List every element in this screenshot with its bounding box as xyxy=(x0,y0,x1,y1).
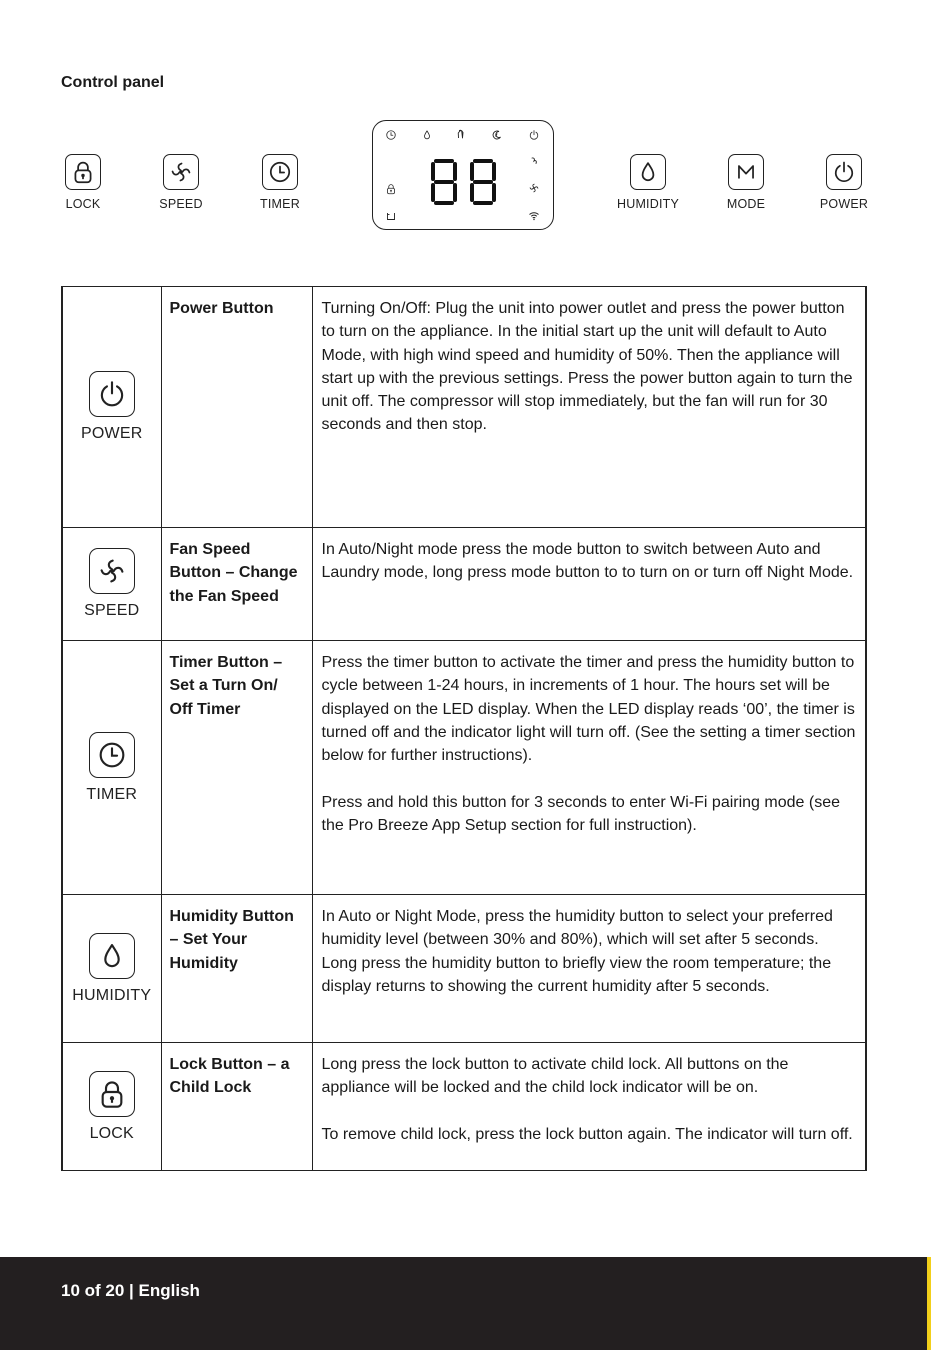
fan-high-indicator-icon xyxy=(528,182,540,194)
fan-low-indicator-icon xyxy=(528,155,540,167)
night-indicator-icon xyxy=(491,129,503,141)
row-description-paragraph: Turning On/Off: Plug the unit into power outlet and press the power button to turn on the appliance. In the initial start up the unit will default to Auto Mode, with high wind speed and humidity of 50%. Then the appliance will start up with the previous settings. Press the power button again to turn the unit off. The compressor will stop immediately, but the fan will run for 30 seconds and then stop. xyxy=(321,300,853,434)
tank-full-indicator-icon xyxy=(385,210,397,222)
control-timer-button[interactable] xyxy=(240,154,320,211)
speed-button-frame xyxy=(89,548,135,594)
row-button-name: Humidity Button – Set Your Humidity xyxy=(161,895,312,1043)
row-description-paragraph: In Auto/Night mode press the mode button to switch between Auto and Laundry mode, long press mode button to to turn on or turn off Night Mode. xyxy=(321,541,854,582)
row-description-paragraph: In Auto or Night Mode, press the humidity button to select your preferred humidity level (between 30% and 80%), which will set after 5 seconds. Long press the humidity button to briefly view the room temperature; the display returns to showing the current humidity after 5 seconds. xyxy=(321,908,833,995)
table-row-humidity xyxy=(62,895,866,1043)
mode-m-icon xyxy=(733,159,759,185)
lock-indicator-icon xyxy=(385,183,397,195)
table-row-power xyxy=(62,287,866,528)
mode-button-frame xyxy=(728,154,764,190)
row-icon-label: HUMIDITY xyxy=(72,986,152,1004)
table-row-timer xyxy=(62,641,866,895)
row-description xyxy=(312,287,866,528)
humidity-button-frame xyxy=(630,154,666,190)
fan-icon xyxy=(96,555,128,587)
wifi-indicator-icon xyxy=(528,210,540,222)
lock-button-frame xyxy=(65,154,101,190)
table-row-speed xyxy=(62,528,866,641)
row-button-name: Lock Button – a Child Lock xyxy=(161,1043,312,1171)
clock-icon xyxy=(267,159,293,185)
control-power-button[interactable] xyxy=(804,154,884,211)
row-description xyxy=(312,1043,866,1171)
droplet-icon xyxy=(635,159,661,185)
fan-icon xyxy=(168,159,194,185)
power-icon xyxy=(831,159,857,185)
table-icon-cell xyxy=(62,528,161,641)
speed-button-frame xyxy=(163,154,199,190)
timer-indicator-icon xyxy=(385,129,397,141)
row-icon-label: TIMER xyxy=(86,785,138,803)
control-lock-button[interactable] xyxy=(43,154,123,211)
row-description-paragraph: Press the timer button to activate the timer and press the humidity button to cycle between 1-24 hours, in increments of 1 hour. The hours set will be displayed on the LED display. When the LED display reads ‘00’, the timer is turned off and the indicator light will turn off. (See the setting a timer section below for further instructions). xyxy=(321,654,856,765)
row-description-paragraph: Press and hold this button for 3 seconds to enter Wi-Fi pairing mode (see the Pro Breeze App Setup section for full instruction). xyxy=(321,793,840,835)
lock-icon xyxy=(70,159,96,185)
control-mode-button[interactable] xyxy=(706,154,786,211)
table-icon-cell xyxy=(62,1043,161,1171)
control-speed-button[interactable] xyxy=(141,154,221,211)
row-button-name: Timer Button – Set a Turn On/ Off Timer xyxy=(161,641,312,895)
lock-icon xyxy=(96,1078,128,1110)
timer-button-frame xyxy=(262,154,298,190)
control-humidity-button[interactable] xyxy=(608,154,688,211)
table-icon-cell xyxy=(62,641,161,895)
section-title: Control panel xyxy=(61,74,165,91)
power-icon xyxy=(96,378,128,410)
humidity-indicator-icon xyxy=(421,129,433,141)
row-description xyxy=(312,641,866,895)
control-lock-label: LOCK xyxy=(65,197,101,211)
humidity-button-frame xyxy=(89,933,135,979)
row-description-paragraph: To remove child lock, press the lock button again. The indicator will turn off. xyxy=(321,1125,853,1143)
laundry-indicator-icon xyxy=(455,128,467,140)
led-display xyxy=(372,120,554,230)
control-humidity-label: HUMIDITY xyxy=(616,197,679,211)
control-power-label: POWER xyxy=(819,197,869,211)
row-description-paragraph: Long press the lock button to activate child lock. All buttons on the appliance will be locked and the child lock indicator will be on. xyxy=(321,1056,789,1097)
footer-accent-edge xyxy=(927,1257,931,1350)
power-indicator-icon xyxy=(528,129,540,141)
lock-button-frame xyxy=(89,1071,135,1117)
timer-button-frame xyxy=(89,732,135,778)
table-icon-cell xyxy=(62,895,161,1043)
table-icon-cell xyxy=(62,287,161,528)
table-row-lock xyxy=(62,1043,866,1171)
page-footer xyxy=(0,1257,931,1350)
row-description xyxy=(312,895,866,1043)
row-button-name: Fan Speed Button – Change the Fan Speed xyxy=(161,528,312,641)
row-icon-label: LOCK xyxy=(89,1124,134,1142)
droplet-icon xyxy=(96,940,128,972)
control-mode-label: MODE xyxy=(726,197,766,211)
control-timer-label: TIMER xyxy=(260,197,300,211)
button-description-table xyxy=(61,286,867,1171)
row-icon-label: SPEED xyxy=(84,602,140,619)
row-button-name: Power Button xyxy=(161,287,312,528)
page-number-label: 10 of 20 | English xyxy=(61,1281,200,1300)
row-description xyxy=(312,528,866,641)
clock-icon xyxy=(96,739,128,771)
control-speed-label: SPEED xyxy=(159,197,203,211)
power-button-frame xyxy=(826,154,862,190)
row-icon-label: POWER xyxy=(81,425,143,442)
power-button-frame xyxy=(89,371,135,417)
